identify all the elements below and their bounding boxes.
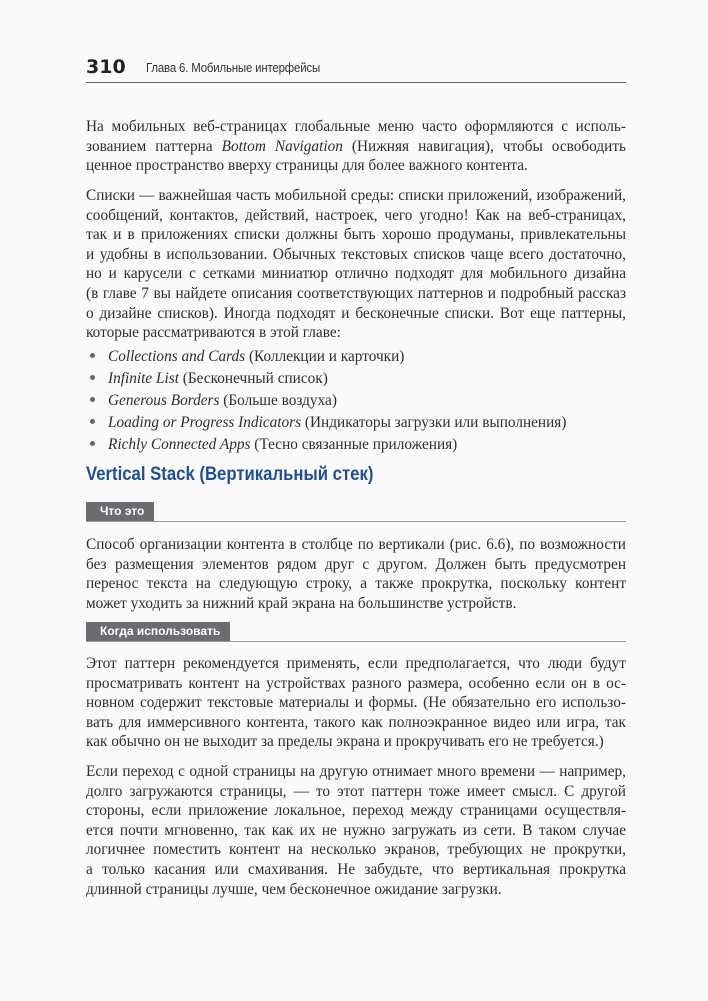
- text-line: просматривать контент на устройствах разного размера, особенно если он в ос-: [86, 674, 626, 692]
- paragraph-lists: [86, 186, 626, 343]
- pattern-name: Richly Connected Apps: [108, 436, 251, 453]
- section-heading: Vertical Stack (Вертикальный стек): [86, 464, 374, 485]
- bullet-icon: [90, 375, 95, 380]
- text-line: долго загружаются страницы, — то этот паттерн тоже имеет смысл. С другой: [86, 782, 626, 800]
- pattern-name: Collections and Cards: [108, 348, 246, 365]
- text-line: но и карусели с сетками миниатюр отлично подходят для мобильного дизайна: [86, 265, 626, 283]
- text-line: вать для иммерсивного контента, такого как полноэкранное видео или игра, так: [86, 713, 626, 731]
- pattern-translation: (Больше воздуха): [219, 392, 337, 409]
- text-line: о дизайне списков). Иногда подходят и бесконечные списки. Вот еще паттерны,: [86, 304, 626, 322]
- pattern-name: Generous Borders: [108, 392, 220, 409]
- text-line: новном содержит текстовые материалы и формы. (Не обязательно его использо-: [86, 694, 626, 712]
- bullet-icon: [90, 419, 95, 424]
- list-item: [86, 390, 626, 412]
- text-line: которые рассматриваются в этой главе:: [86, 324, 341, 342]
- tag-label: Что это: [86, 502, 154, 521]
- list-item: [86, 346, 626, 368]
- text-line: перенос текста на следующую строку, а также прокрутка, поскольку контент: [86, 575, 626, 593]
- text-line: так и в приложениях списки должны быть хорошо продуманы, привлекательны: [86, 226, 626, 244]
- text-line: а только касания или смахивания. Не забудьте, что вертикальная прокрутка: [86, 860, 626, 878]
- text-line: Способ организации контента в столбце по вертикали (рис. 6.6), по возможности: [86, 536, 626, 553]
- bullet-icon: [90, 441, 95, 446]
- pattern-translation: (Коллекции и карточки): [245, 348, 405, 365]
- paragraph-what: [86, 535, 626, 613]
- paragraph-when: [86, 654, 626, 752]
- pattern-name: Infinite List: [108, 370, 179, 387]
- text-line: сообщений, контактов, действий, настроек, чего угодно! Как на веб-страницах,: [86, 206, 626, 224]
- text-line: без размещения элементов рядом друг с другом. Должен быть предусмотрен: [86, 555, 626, 573]
- running-header: [86, 56, 626, 83]
- list-item: [86, 412, 626, 434]
- text-line: Списки — важнейшая часть мобильной среды: списки приложений, изображений,: [86, 187, 626, 204]
- page-number: 310: [86, 56, 126, 78]
- pattern-list: [86, 346, 626, 456]
- text-line: ценное пространство вверху страницы для более важного контента.: [86, 157, 528, 175]
- text-line: (в главе 7 вы найдете описания соответствующих паттернов и подробный рассказ: [86, 284, 626, 302]
- text-line: может уходить за нижний край экрана на большинстве устройств.: [86, 594, 517, 612]
- text-line: логичнее поместить контент на несколько экранов, требующих не прокрутки,: [86, 841, 626, 859]
- paragraph-navigation-time: [86, 762, 626, 899]
- list-item: [86, 368, 626, 390]
- chapter-title: Глава 6. Мобильные интерфейсы: [146, 60, 321, 75]
- subsection-tag-when: [86, 622, 626, 642]
- text-line: стороны, если приложение локальное, переход между страницами осуществля-: [86, 802, 626, 820]
- paragraph-bottom-navigation: [86, 117, 626, 176]
- pattern-name: Loading or Progress Indicators: [108, 414, 302, 431]
- bullet-icon: [90, 397, 95, 402]
- text-line: Этот паттерн рекомендуется применять, если предполагается, что люди будут: [86, 655, 626, 672]
- text-line: ется почти мгновенно, так как их не нужно загружать из сети. В таком случае: [86, 821, 626, 839]
- subsection-tag-what: [86, 502, 626, 522]
- text-line: и удобны в использовании. Обычных текстовых списков чаще всего достаточно,: [86, 245, 626, 263]
- tag-label: Когда использовать: [86, 622, 230, 641]
- text-line: зованием паттерна Bottom Navigation (Нижняя навигация), чтобы освободить: [86, 137, 626, 155]
- bullet-icon: [90, 353, 95, 358]
- text-line: как обычно он не выходит за пределы экрана и прокручивать его не требуется.): [86, 733, 604, 751]
- pattern-translation: (Тесно связанные приложения): [250, 436, 458, 453]
- pattern-translation: (Бесконечный список): [178, 370, 328, 387]
- text-line: На мобильных веб-страницах глобальные меню часто оформляются с исполь-: [86, 118, 626, 135]
- pattern-translation: (Индикаторы загрузки или выполнения): [301, 414, 567, 431]
- list-item: [86, 434, 626, 456]
- text-line: длинной страницы лучше, чем бесконечное ожидание загрузки.: [86, 880, 502, 898]
- text-line: Если переход с одной страницы на другую отнимает много времени — например,: [86, 763, 626, 780]
